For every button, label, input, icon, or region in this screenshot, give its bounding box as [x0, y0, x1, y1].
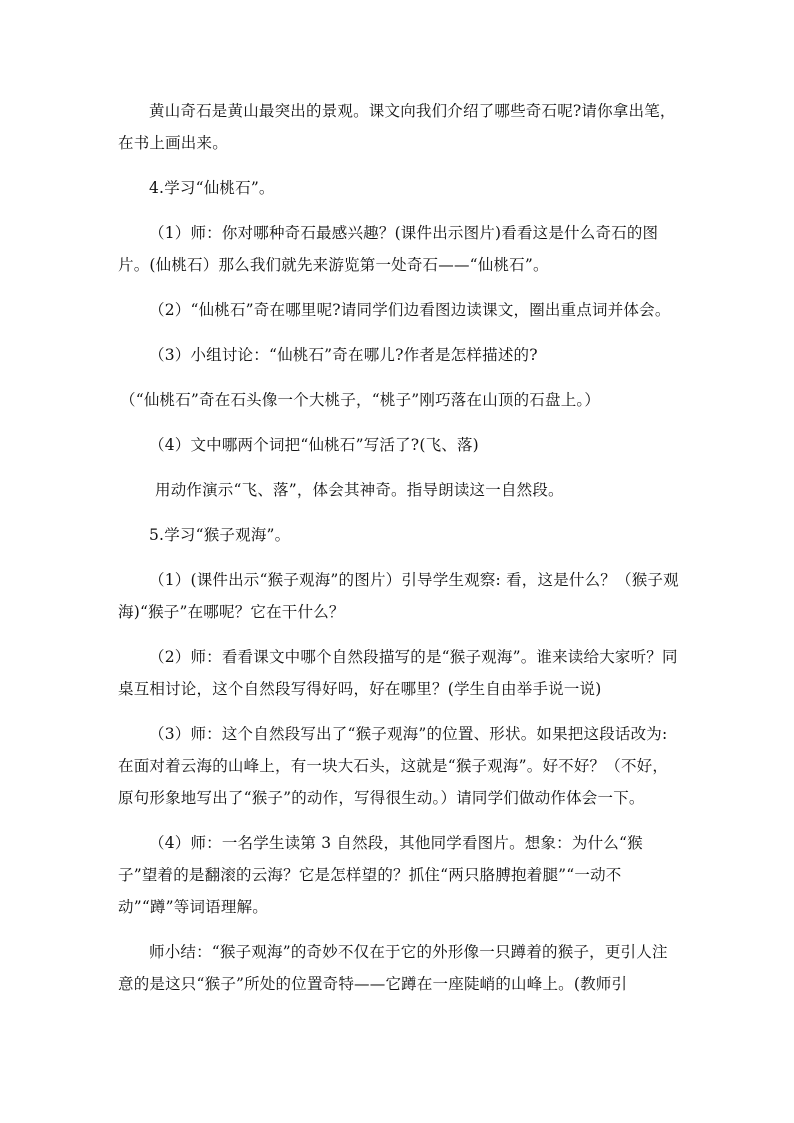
section-heading-xiantaoshi: 4.学习“仙桃石”。 — [149, 179, 275, 197]
paragraph-item-2: （2）“仙桃石”奇在哪里呢?请同学们边看图边读课文，圈出重点词并体会。 — [149, 301, 671, 319]
section-heading-houziguanhai: 5.学习“猴子观海”。 — [149, 526, 291, 544]
paragraph-houzi-item-3: （3）师：这个自然段写出了“猴子观海”的位置、形状。如果把这段话改为: 在面对着云海的山峰上，有一块大石头，这就是“猴子观海”。好不好？（不好，原句形象地写出了“猴子”的动作，写得很生动。）请同学们做动作体会一下。 — [118, 725, 669, 807]
paragraph-item-1: （1）师：你对哪种奇石最感兴趣？(课件出示图片)看看这是什么奇石的图片。(仙桃石）那么我们就先来游览第一处奇石——“仙桃石”。 — [118, 224, 659, 274]
paragraph-houzi-item-2: （2）师：看看课文中哪个自然段描写的是“猴子观海”。谁来读给大家听？同桌互相讨论，这个自然段写得好吗，好在哪里？(学生自由举手说一说) — [118, 648, 678, 698]
paragraph-item-3: （3）小组讨论：“仙桃石”奇在哪儿?作者是怎样描述的? — [149, 346, 538, 364]
paragraph-intro: 黄山奇石是黄山最突出的景观。课文向我们介绍了哪些奇石呢?请你拿出笔，在书上画出来。 — [118, 102, 676, 152]
paragraph-item-4: （4）文中哪两个词把“仙桃石”写活了?(飞、落) — [149, 436, 479, 454]
paragraph-summary: 师小结：“猴子观海”的奇妙不仅在于它的外形像一只蹲着的猴子，更引人注意的是这只“猴子”所处的位置奇特——它蹲在一座陡峭的山峰上。(教师引 — [118, 943, 668, 993]
paragraph-houzi-item-4: （4）师：一名学生读第 3 自然段，其他同学看图片。想象：为什么“猴子”望着的是翻滚的云海？它是怎样望的？抓住“两只胳膊抱着腿”“一动不动”“蹲”等词语理解。 — [118, 834, 643, 916]
paragraph-houzi-item-1: （1）(课件出示“猴子观海”的图片）引导学生观察: 看，这是什么？（猴子观海)“猴子”在哪呢？它在干什么？ — [118, 571, 679, 621]
paragraph-answer-3: （“仙桃石”奇在石头像一个大桃子，“桃子”刚巧落在山顶的石盘上。） — [120, 391, 601, 409]
paragraph-action: 用动作演示“飞、落”，体会其神奇。指导朗读这一自然段。 — [155, 481, 564, 499]
